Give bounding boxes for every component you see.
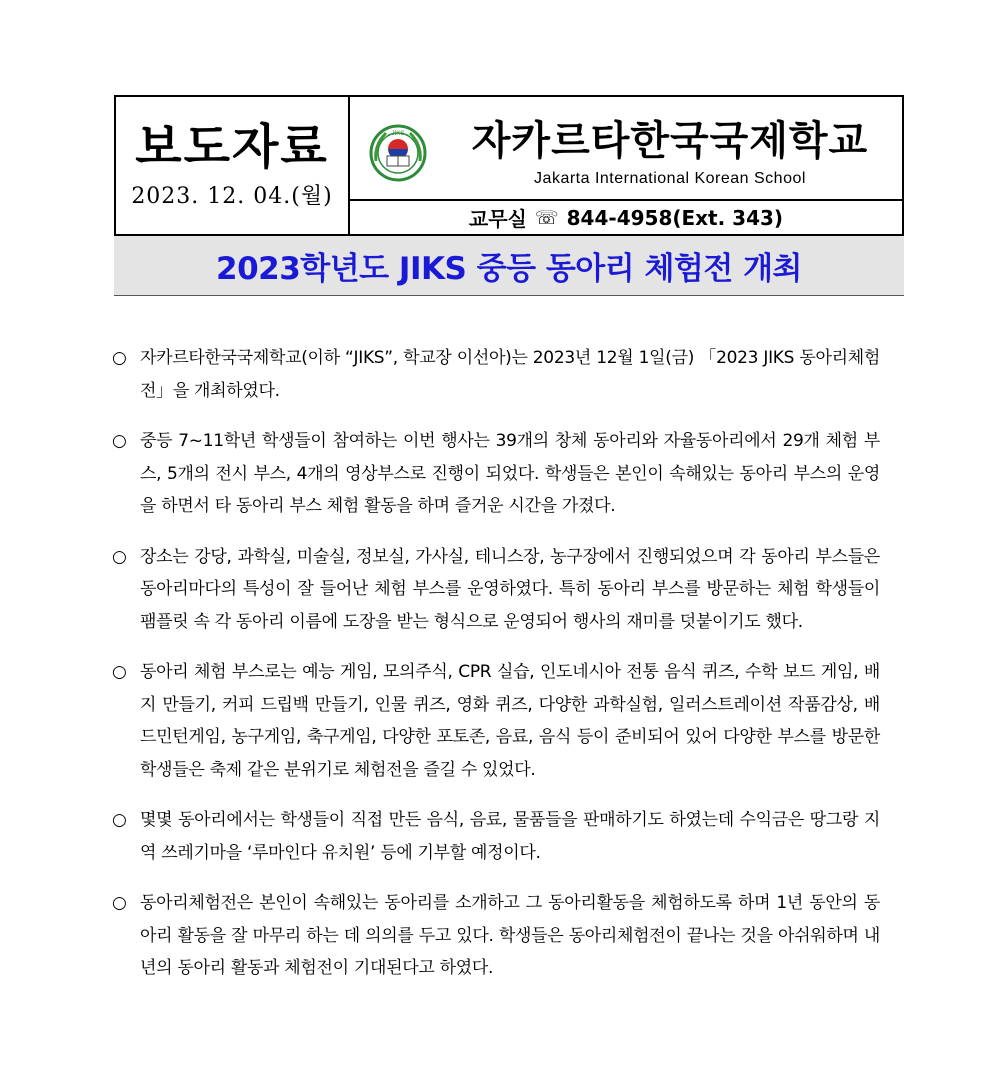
release-info-cell	[116, 97, 350, 234]
paragraph	[112, 342, 880, 407]
release-title: 보도자료	[135, 119, 329, 175]
paragraph	[112, 425, 880, 523]
paragraph	[112, 541, 880, 639]
school-info-cell	[350, 97, 902, 201]
paragraph-text: 장소는 강당, 과학실, 미술실, 정보실, 가사실, 테니스장, 농구장에서 진행되었으며 각 동아리 부스들은 동아리마다의 특성이 잘 들어난 체험 부스를 운영하였다. 특히 동아리 부스를 방문하는 체험 학생들이 팸플릿 속 각 동아리 이름에 도장을 받는 형식으로 운영되어 행사의 재미를 덧붙이기도 했다.	[140, 546, 880, 632]
contact-department: 교무실	[468, 207, 527, 231]
article-body	[112, 342, 880, 1003]
school-name-english: Jakarta International Korean School	[534, 170, 806, 187]
contact-phone: 844-4958(Ext. 343)	[566, 205, 784, 230]
bullet-circle-icon: ○	[112, 662, 127, 682]
school-name-korean: 자카르타한국국제학교	[471, 118, 869, 164]
release-date: 2023. 12. 04.(월)	[131, 184, 333, 209]
paragraph-text: 자카르타한국국제학교(이하 “JIKS”, 학교장 이선아)는 2023년 12월 1일(금) 「2023 JIKS 동아리체험전」을 개최하였다.	[140, 348, 880, 401]
paragraph	[112, 887, 880, 985]
paragraph	[112, 804, 880, 869]
bullet-circle-icon: ○	[112, 810, 127, 830]
school-logo-icon	[368, 123, 428, 183]
headline-bar	[114, 236, 904, 296]
logo-text: JIKS	[391, 131, 405, 137]
paragraph-text: 중등 7~11학년 학생들이 참여하는 이번 행사는 39개의 창체 동아리와 자율동아리에서 29개 체험 부스, 5개의 전시 부스, 4개의 영상부스로 진행이 되었다. 학생들은 본인이 속해있는 동아리 부스의 운영을 하면서 타 동아리 부스 체험 활동을 하며 즐거운 시간을 가졌다.	[140, 431, 880, 516]
bullet-circle-icon: ○	[112, 431, 127, 451]
bullet-circle-icon: ○	[112, 893, 127, 913]
paragraph-text: 몇몇 동아리에서는 학생들이 직접 만든 음식, 음료, 물품들을 판매하기도 하였는데 수익금은 땅그랑 지역 쓰레기마을 ‘루마인다 유치원’ 등에 기부할 예정이다.	[140, 810, 880, 863]
paragraph-text: 동아리 체험 부스로는 예능 게임, 모의주식, CPR 실습, 인도네시아 전통 음식 퀴즈, 수학 보드 게임, 배지 만들기, 커피 드립백 만들기, 인물 퀴즈, 영화 퀴즈, 다양한 과학실험, 일러스트레이션 작품감상, 배드민턴게임, 농구게임, 축구게임, 다양한 포토존, 음료, 음식 등이 준비되어 있어 다양한 부스를 방문한 학생들은 축제 같은 분위기로 체험전을 즐길 수 있었다.	[140, 662, 880, 780]
paragraph	[112, 656, 880, 786]
bullet-circle-icon: ○	[112, 546, 127, 567]
telephone-icon: ☏	[534, 206, 559, 229]
bullet-circle-icon: ○	[112, 348, 127, 368]
press-release-header	[114, 95, 904, 236]
contact-cell	[350, 201, 902, 234]
paragraph-text: 동아리체험전은 본인이 속해있는 동아리를 소개하고 그 동아리활동을 체험하도록 하며 1년 동안의 동아리 활동을 잘 마무리 하는 데 의의를 두고 있다. 학생들은 동아리체험전이 끝나는 것을 아쉬워하며 내년의 동아리 활동과 체험전이 기대된다고 하였다.	[140, 893, 880, 978]
headline-title: 2023학년도 JIKS 중등 동아리 체험전 개최	[216, 251, 802, 287]
